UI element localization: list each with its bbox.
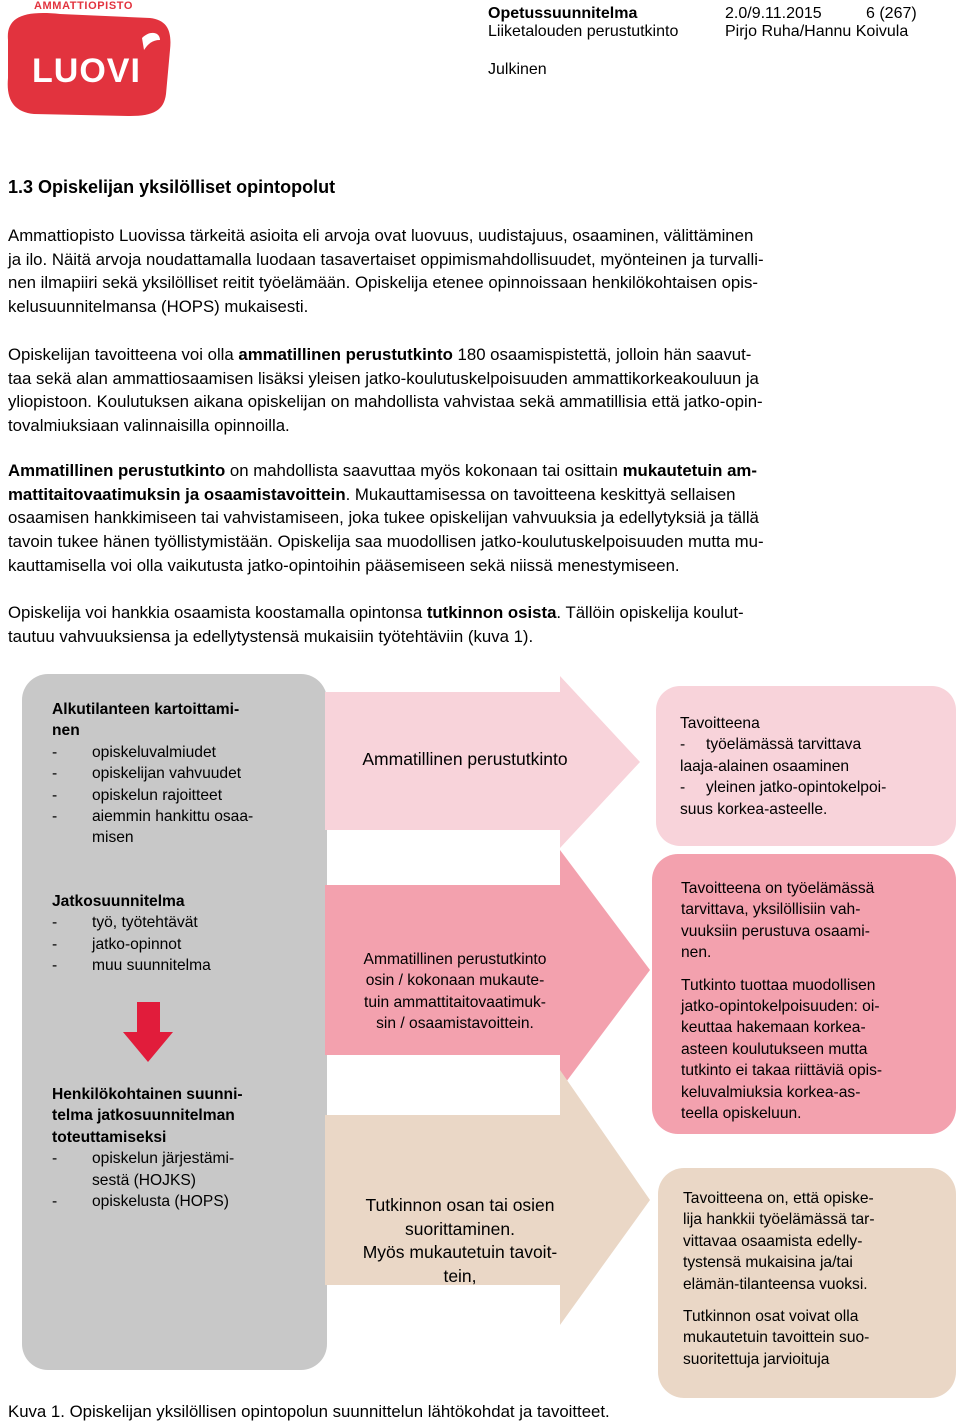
middle-box-vocational-degree: Ammatillinen perustutkinto: [362, 749, 568, 769]
figure-caption: Kuva 1. Opiskelijan yksilöllisen opintopolun suunnittelun lähtökohdat ja tavoitteet.: [8, 1402, 610, 1421]
paragraph-qualification-units: Opiskelija voi hankkia osaamista koostamalla opintonsa tutkinnon osista. Tällöin opiskelija koulut- tautuu vahvuuksiensa ja edellytystensä mukaisiin työtehtäviin (kuva 1).: [8, 603, 744, 646]
luovi-logo: [0, 0, 175, 118]
paragraph-adapted-goals: Ammatillinen perustutkinto on mahdollista saavuttaa myös kokonaan tai osittain mukautetuin am- mattitaitovaatimuksin ja osaamistavoittein. Mukauttamisessa on tavoitteena keskittyä sellaisen osaamisen hankkimiseen tai vahvistamiseen, joka tukee opiskelijan vahvuuksia ja edellytyksiä ja tällä tavoin tukee hänen työllistymistään. Opiskelija saa muodollisen jatko-koulutuskelpoisuuden mutta mu- kauttamisella voi olla vaikutusta jatko-opintoihin pääsemiseen sekä niissä menestymiseen.: [8, 461, 764, 575]
page-number: 6 (267): [866, 5, 917, 22]
right-box-goals-3: Tavoitteena on, että opiske- lija hankkii työelämässä tar- vittavaa osaamista edelly- tystensä mukaisina ja/tai elämän-tilanteensa vuoksi. Tutkinnon osat voivat olla mukautetuin tavoittein suo- suoritettuja jarvioituja: [683, 1190, 875, 1368]
doc-authors: Pirjo Ruha/Hannu Koivula: [725, 23, 909, 40]
paragraph-values: Ammattiopisto Luovissa tärkeitä asioita eli arvoja ovat luovuus, uudistajuus, osaaminen, välittäminen ja ilo. Näitä arvoja noudattamalla luodaan tasavertaiset oppimismahdollisuudet, myönteinen ja turvalli- nen ilmapiiri sekä yksilölliset reitit työelämään. Opiskelija etenee opinnoissaan henkilökohtaisen opis- kelusuunnitelmansa (HOPS) mukaisesti.: [8, 226, 764, 317]
doc-version: 2.0/9.11.2015: [725, 5, 822, 22]
logo-big-text: LUOVI: [32, 52, 141, 90]
doc-subtitle: Liiketalouden perustutkinto: [488, 23, 679, 40]
study-path-diagram: [0, 670, 960, 1400]
paragraph-vocational-goal: Opiskelijan tavoitteena voi olla ammatillinen perustutkinto 180 osaamispistettä, jolloin hän saavut- taa sekä alan ammattiosaamisen lisäksi yleisen jatko-koulutuskelpoisuuden ammattikorkeakouluun ja yliopistoon. Koulutuksen aikana opiskelijan on mahdollista vahvistaa sekä ammatillisia että jatko-opin- tovalmiuksiaan valinnaisilla opinnoilla.: [8, 345, 763, 436]
left-block-initial-survey: Alkutilanteen kartoittami- nen - opiskeluvalmiudet - opiskelijan vahvuudet - opiskelun rajoitteet - aiemmin hankittu osaa- misen: [52, 701, 254, 847]
right-box-goals-1: Tavoitteena - työelämässä tarvittava laaja-alainen osaaminen - yleinen jatko-opintokelpoi- suus korkea-asteelle.: [680, 715, 887, 818]
middle-box-adapted-degree: Ammatillinen perustutkinto osin / kokonaan mukaute- tuin ammattitaitovaatimuk- sin / osaamistavoittein.: [363, 951, 547, 1033]
doc-classification: Julkinen: [488, 61, 547, 78]
right-box-goals-2: Tavoitteena on työelämässä tarvittava, yksilöllisiin vah- vuuksiin perustuva osaami- nen. Tutkinto tuottaa muodollisen jatko-opintokelpoisuuden: oi- keuttaa hakemaan korkea- asteen koulutukseen mutta tutkinto ei takaa riittäviä opis- keluvalmiuksia korkea-as- teella opiskeluun.: [681, 880, 883, 1123]
logo-small-text: AMMATTIOPISTO: [34, 0, 134, 12]
left-block-further-plan: Jatkosuunnitelma - työ, työtehtävät - jatko-opinnot - muu suunnitelma: [52, 893, 211, 975]
middle-box-qualification-units: Tutkinnon osan tai osien suorittaminen. Myös mukautetuin tavoit- tein,: [362, 1195, 558, 1286]
doc-title: Opetussuunnitelma: [488, 5, 638, 22]
section-title: 1.3 Opiskelijan yksilölliset opintopolut: [8, 177, 336, 197]
left-block-personal-plan: Henkilökohtainen suunni- telma jatkosuunnitelman toteuttamiseksi - opiskelun järjestämi- sestä (HOJKS) - opiskelusta (HOPS): [52, 1086, 243, 1211]
